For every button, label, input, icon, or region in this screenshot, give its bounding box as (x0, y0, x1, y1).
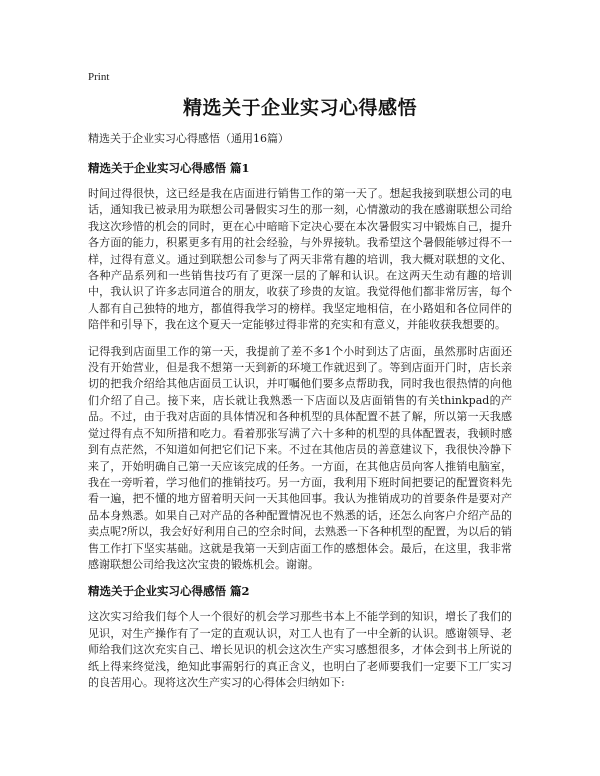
section-2 (88, 583, 512, 691)
paragraph: 记得我到店面里工作的第一天，我提前了差不多1个小时到达了店面，虽然那时店面还没有开始营业，但是我不想第一天到新的环境工作就迟到了。等到店面开门时，店长亲切的把我介绍给其他店面员工认识，并叮嘱他们要多点帮助我，同时我也很热情的向他们介绍了自己。接下来，店长就让我熟悉一下店面以及店面销售的有关thinkpad的产品。不过，由于我对店面的具体情况和各种机型的具体配置不甚了解，所以第一天我感觉过得有点不知所措和吃力。看着那张写满了六十多种的机型的具体配置表，我顿时感到有点茫然，不知道如何把它们记下来。不过在其他店员的善意建议下，我很快冷静下来了，开始明确自己第一天应该完成的任务。一方面，在其他店员向客人推销电脑室，我在一旁听着，学习他们的推销技巧。另一方面，我利用下班时间把要记的配置资料先看一遍，把不懂的地方留着明天问一天其他回事。我认为推销成功的首要条件是要对产品本身熟悉。如果自己对产品的各种配置情况也不熟悉的话，还怎么向客户介绍产品的卖点呢?所以，我会好好利用自己的空余时间，去熟悉一下各种机型的配置，为以后的销售工作打下坚实基础。这就是我第一天到店面工作的感想体会。最后，在这里，我非常感谢联想公司给我这次宝贵的锻炼机会。谢谢。 (88, 344, 512, 571)
document-subtitle: 精选关于企业实习心得感悟（通用16篇） (88, 132, 289, 145)
paragraph: 这次实习给我们每个人一个很好的机会学习那些书本上不能学到的知识，增长了我们的见识，对生产操作有了一定的直观认识，对工人也有了一中全新的认识。感谢领导、老师给我们这次充实自己、增长见识的机会这次生产实习感想很多，才体会到书上所说的纸上得来终觉浅，绝知此事需躬行的真正含义，也明白了老师要我们一定要下工厂实习的良苦用心。现将这次生产实习的心得体会归纳如下: (88, 610, 512, 689)
section-heading: 精选关于企业实习心得感悟 篇2 (88, 584, 250, 599)
document-title: 精选关于企业实习心得感悟 (182, 97, 417, 119)
print-label: Print (88, 71, 110, 83)
section-heading: 精选关于企业实习心得感悟 篇1 (88, 161, 250, 175)
section-1 (88, 160, 512, 573)
paragraph: 时间过得很快，这已经是我在店面进行销售工作的第一天了。想起我接到联想公司的电话，通知我已被录用为联想公司暑假实习生的那一刻，心情激动的我在感谢联想公司给我这次珍惜的机会的同时，更在心中暗暗下定决心要在本次暑假实习中锻炼自己，提升各方面的能力，积累更多有用的社会经验，与外界接轨。我希望这个暑假能够过得不一样，过得有意义。通过到联想公司参与了两天非常有趣的培训，我大概对联想的文化、各种产品系列和一些销售技巧有了更深一层的了解和认识。在这两天生动有趣的培训中，我认识了许多志同道合的朋友，收获了珍贵的友谊。我觉得他们都非常厉害，每个人都有自己独特的地方，都值得我学习的榜样。我坚定地相信，在小路姐和各位同伴的陪伴和引导下，我在这个夏天一定能够过得非常的充实和有意义，并能收获我想要的。 (88, 187, 512, 332)
